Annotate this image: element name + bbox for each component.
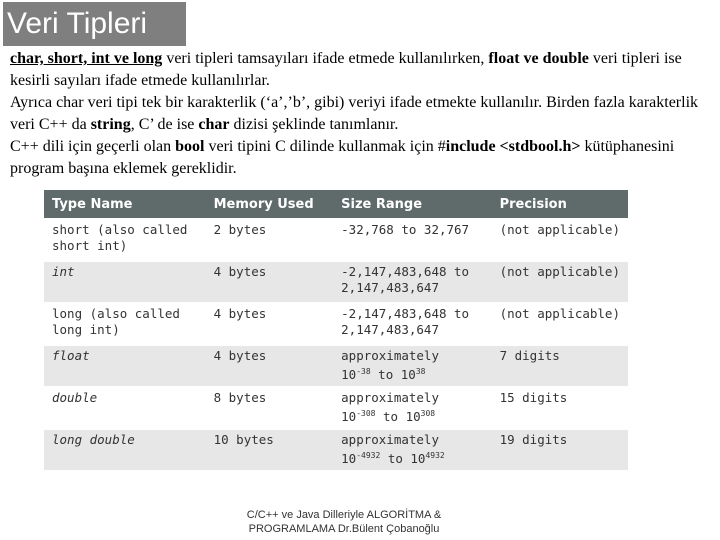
char-keyword: char bbox=[198, 116, 230, 133]
cell-range: approximately $10^{-308}$ to $10^{308}$ bbox=[333, 387, 491, 429]
p1-text-2: veri tipleri tamsayıları ifade etmede kullanılırken, bbox=[162, 50, 489, 67]
p2-text-end: dizisi şeklinde tanımlanır. bbox=[229, 116, 399, 133]
footer-line-2: PROGRAMLAMA Dr.Bülent Çobanoğlu bbox=[248, 523, 440, 535]
footer-caption bbox=[224, 508, 464, 536]
table-row bbox=[44, 387, 628, 429]
table-row bbox=[44, 303, 628, 345]
cell-memory: 10 bytes bbox=[206, 429, 334, 470]
string-keyword: string bbox=[90, 116, 131, 133]
bool-keyword: bool bbox=[175, 138, 205, 155]
cell-precision: 7 digits bbox=[492, 345, 628, 387]
table-row bbox=[44, 261, 628, 303]
p1-text-4: veri tipleri ise kesirli sayıları ifade etmede kullanılırlar. bbox=[10, 50, 682, 89]
table-row bbox=[44, 429, 628, 470]
paragraph-3 bbox=[10, 136, 710, 180]
p2-text-1: Ayrıca char veri tipi tek bir karakterlik (‘a’,’b’, gibi) veriyi ifade etmekte kullanılır. Birden fazla karakterlik veri C++ da bbox=[10, 94, 699, 133]
p3-text-1: C++ dili için geçerli olan bbox=[10, 138, 176, 155]
cell-type: double bbox=[44, 387, 206, 429]
int-types-text: char, short, int ve long bbox=[10, 50, 163, 67]
body-text bbox=[10, 48, 710, 180]
header-size-range: Size Range bbox=[333, 190, 491, 219]
cell-type: float bbox=[44, 345, 206, 387]
table-header-row bbox=[44, 190, 628, 219]
double-range-exponents: $10^{-308}$ to $10^{308}$ bbox=[341, 409, 436, 425]
cell-precision: 19 digits bbox=[492, 429, 628, 470]
cell-precision: (not applicable) bbox=[492, 219, 628, 261]
cell-precision: (not applicable) bbox=[492, 261, 628, 303]
cell-range: approximately $10^{-4932}$ to $10^{4932}$ bbox=[333, 429, 491, 470]
p3-text-5: kütüphanesini program başına eklemek gereklidir. bbox=[10, 138, 675, 177]
float-range-exponents: $10^{-38}$ to $10^{38}$ bbox=[341, 367, 426, 383]
cell-memory: 4 bytes bbox=[206, 303, 334, 345]
header-type-name: Type Name bbox=[44, 190, 206, 219]
float-types-text: float ve double bbox=[488, 50, 589, 67]
cell-range: -2,147,483,648 to 2,147,483,647 bbox=[333, 303, 491, 345]
paragraph-1 bbox=[10, 48, 710, 92]
data-types-table bbox=[44, 190, 628, 470]
cell-type: long (also called long int) bbox=[44, 303, 206, 345]
cell-memory: 2 bytes bbox=[206, 219, 334, 261]
cell-precision: 15 digits bbox=[492, 387, 628, 429]
cell-memory: 8 bytes bbox=[206, 387, 334, 429]
slide-title: Veri Tipleri bbox=[3, 2, 186, 46]
cell-range: approximately $10^{-38}$ to $10^{38}$ bbox=[333, 345, 491, 387]
header-precision: Precision bbox=[492, 190, 628, 219]
cell-memory: 4 bytes bbox=[206, 261, 334, 303]
include-directive: include <stdbool.h> bbox=[445, 138, 581, 155]
p2-text-mid: , C’ de ise bbox=[130, 116, 199, 133]
table-row bbox=[44, 219, 628, 261]
p3-text-3: veri tipini C dilinde kullanmak için # bbox=[204, 138, 446, 155]
footer-line-1: C/C++ ve Java Dilleriyle ALGORİTMA & bbox=[246, 509, 442, 521]
long-double-range-exponents: $10^{-4932}$ to $10^{4932}$ bbox=[341, 451, 445, 467]
header-memory-used: Memory Used bbox=[206, 190, 334, 219]
cell-memory: 4 bytes bbox=[206, 345, 334, 387]
cell-range: -32,768 to 32,767 bbox=[333, 219, 491, 261]
paragraph-2 bbox=[10, 92, 710, 136]
cell-precision: (not applicable) bbox=[492, 303, 628, 345]
cell-type: long double bbox=[44, 429, 206, 470]
cell-range: -2,147,483,648 to 2,147,483,647 bbox=[333, 261, 491, 303]
cell-type: short (also called short int) bbox=[44, 219, 206, 261]
table-row bbox=[44, 345, 628, 387]
cell-type: int bbox=[44, 261, 206, 303]
